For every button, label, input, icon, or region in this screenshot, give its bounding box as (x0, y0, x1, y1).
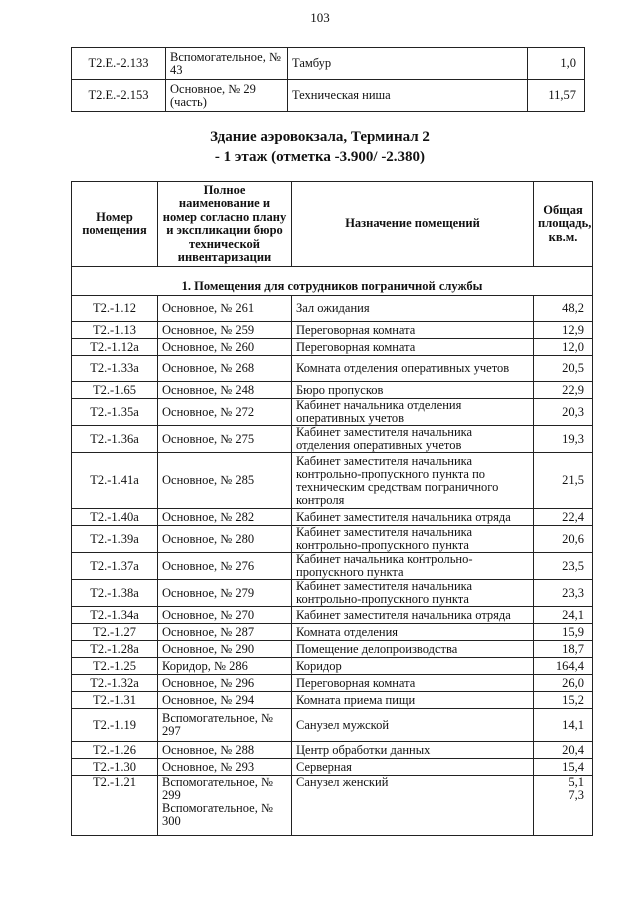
table-row (72, 776, 593, 836)
table-row (72, 356, 593, 382)
room-area-line: 5,1 (568, 775, 584, 789)
table-row (72, 742, 593, 759)
room-purpose: Кабинет заместителя начальника контрольно-пропускного пункта по техническим средствам пограничного контроля (292, 453, 534, 509)
room-purpose: Кабинет начальника контрольно-пропускного пункта (292, 553, 534, 580)
room-name: Основное, № 294 (158, 692, 292, 709)
room-area: 20,6 (534, 526, 593, 553)
room-purpose: Тамбур (288, 48, 528, 80)
header-area: Общая площадь, кв.м. (534, 182, 593, 267)
room-id: Т2.-1.65 (72, 382, 158, 399)
heading-line-1: Здание аэровокзала, Терминал 2 (210, 129, 430, 145)
room-purpose: Центр обработки данных (292, 742, 534, 759)
room-name: Вспомогательное, № 43 (166, 48, 288, 80)
room-id: Т2.-1.36а (72, 426, 158, 453)
room-purpose: Переговорная комната (292, 339, 534, 356)
room-name: Основное, № 275 (158, 426, 292, 453)
room-purpose: Кабинет заместителя начальника контрольно-пропускного пункта (292, 580, 534, 607)
room-purpose: Комната отделения (292, 624, 534, 641)
room-name: Вспомогательное, № 297 (158, 709, 292, 742)
room-name-line: Вспомогательное, № 300 (162, 801, 273, 828)
room-purpose: Санузел мужской (292, 709, 534, 742)
room-area: 164,4 (534, 658, 593, 675)
room-name-line: Вспомогательное, № 299 (162, 775, 273, 802)
room-purpose: Помещение делопроизводства (292, 641, 534, 658)
room-id: Т2.-1.13 (72, 322, 158, 339)
room-name: Основное, № 282 (158, 509, 292, 526)
room-area: 24,1 (534, 607, 593, 624)
table-row (72, 296, 593, 322)
room-id: Т2.-1.27 (72, 624, 158, 641)
table-row (72, 553, 593, 580)
table-row (72, 658, 593, 675)
room-id: Т2.-1.31 (72, 692, 158, 709)
room-id: Т2.-1.12 (72, 296, 158, 322)
room-area: 23,5 (534, 553, 593, 580)
room-area: 48,2 (534, 296, 593, 322)
room-purpose: Переговорная комната (292, 675, 534, 692)
room-name: Основное, № 29 (часть) (166, 80, 288, 112)
continuation-table (71, 47, 585, 112)
header-full-name: Полное наименование и номер согласно плану и экспликации бюро технической инвентаризации (158, 182, 292, 267)
table-header-row (72, 182, 593, 267)
room-name (158, 776, 292, 836)
table-row (72, 382, 593, 399)
section-heading (0, 127, 640, 167)
room-area: 1,0 (528, 48, 585, 80)
header-room-number: Номер помещения (72, 182, 158, 267)
room-name: Основное, № 285 (158, 453, 292, 509)
room-area: 20,3 (534, 399, 593, 426)
room-area: 12,9 (534, 322, 593, 339)
room-id: Т2.-1.32а (72, 675, 158, 692)
room-purpose: Переговорная комната (292, 322, 534, 339)
table-row (72, 453, 593, 509)
room-purpose: Зал ожидания (292, 296, 534, 322)
room-name: Основное, № 248 (158, 382, 292, 399)
room-purpose: Бюро пропусков (292, 382, 534, 399)
room-name: Основное, № 288 (158, 742, 292, 759)
table-row (72, 641, 593, 658)
room-purpose: Кабинет заместителя начальника отряда (292, 607, 534, 624)
room-area: 14,1 (534, 709, 593, 742)
room-area: 22,4 (534, 509, 593, 526)
room-name: Основное, № 296 (158, 675, 292, 692)
room-area: 21,5 (534, 453, 593, 509)
table-row (72, 709, 593, 742)
room-area: 22,9 (534, 382, 593, 399)
room-id: Т2.Е.-2.133 (72, 48, 166, 80)
room-name: Основное, № 261 (158, 296, 292, 322)
table-row (72, 399, 593, 426)
room-area: 15,4 (534, 759, 593, 776)
room-area: 11,57 (528, 80, 585, 112)
room-purpose: Кабинет заместителя начальника отряда (292, 509, 534, 526)
room-id: Т2.-1.35а (72, 399, 158, 426)
table-row (72, 339, 593, 356)
room-area (534, 776, 593, 836)
room-area-line: 7,3 (568, 788, 584, 802)
table-row (72, 607, 593, 624)
room-name: Основное, № 276 (158, 553, 292, 580)
room-purpose: Коридор (292, 658, 534, 675)
room-purpose: Техническая ниша (288, 80, 528, 112)
room-id: Т2.-1.34а (72, 607, 158, 624)
room-area: 19,3 (534, 426, 593, 453)
room-area: 12,0 (534, 339, 593, 356)
room-id: Т2.-1.37а (72, 553, 158, 580)
room-id: Т2.-1.21 (72, 776, 158, 836)
table-row (72, 759, 593, 776)
table-row (72, 426, 593, 453)
table-row (72, 624, 593, 641)
room-id: Т2.-1.38а (72, 580, 158, 607)
table-row (72, 675, 593, 692)
room-id: Т2.-1.19 (72, 709, 158, 742)
room-id: Т2.-1.39а (72, 526, 158, 553)
room-purpose: Кабинет заместителя начальника контрольно-пропускного пункта (292, 526, 534, 553)
table-row (72, 322, 593, 339)
room-id: Т2.-1.25 (72, 658, 158, 675)
page-number: 103 (310, 10, 330, 25)
room-purpose: Серверная (292, 759, 534, 776)
room-purpose: Санузел женский (292, 776, 534, 836)
room-area: 15,2 (534, 692, 593, 709)
room-area: 23,3 (534, 580, 593, 607)
room-name: Основное, № 259 (158, 322, 292, 339)
section-row (72, 267, 593, 296)
table-row (72, 48, 585, 80)
room-id: Т2.-1.40а (72, 509, 158, 526)
room-id: Т2.-1.28а (72, 641, 158, 658)
heading-line-2: - 1 этаж (отметка -3.900/ -2.380) (214, 149, 426, 165)
header-purpose: Назначение помещений (292, 182, 534, 267)
room-purpose: Кабинет заместителя начальника отделения оперативных учетов (292, 426, 534, 453)
section-title: 1. Помещения для сотрудников пограничной службы (72, 267, 593, 296)
room-purpose: Комната отделения оперативных учетов (292, 356, 534, 382)
table-row (72, 526, 593, 553)
room-purpose: Комната приема пищи (292, 692, 534, 709)
table-row (72, 692, 593, 709)
room-area: 26,0 (534, 675, 593, 692)
table-row (72, 580, 593, 607)
room-name: Коридор, № 286 (158, 658, 292, 675)
room-area: 20,4 (534, 742, 593, 759)
room-area: 18,7 (534, 641, 593, 658)
room-id: Т2.-1.26 (72, 742, 158, 759)
room-id: Т2.-1.30 (72, 759, 158, 776)
room-name: Основное, № 293 (158, 759, 292, 776)
room-name: Основное, № 268 (158, 356, 292, 382)
room-name: Основное, № 287 (158, 624, 292, 641)
room-name: Основное, № 260 (158, 339, 292, 356)
room-name: Основное, № 270 (158, 607, 292, 624)
room-id: Т2.-1.12а (72, 339, 158, 356)
room-name: Основное, № 272 (158, 399, 292, 426)
table-row (72, 80, 585, 112)
room-name: Основное, № 279 (158, 580, 292, 607)
room-id: Т2.-1.41а (72, 453, 158, 509)
room-id: Т2.Е.-2.153 (72, 80, 166, 112)
room-name: Основное, № 280 (158, 526, 292, 553)
table-row (72, 509, 593, 526)
room-name: Основное, № 290 (158, 641, 292, 658)
rooms-table (71, 181, 593, 836)
room-area: 15,9 (534, 624, 593, 641)
room-id: Т2.-1.33а (72, 356, 158, 382)
room-area: 20,5 (534, 356, 593, 382)
room-purpose: Кабинет начальника отделения оперативных учетов (292, 399, 534, 426)
